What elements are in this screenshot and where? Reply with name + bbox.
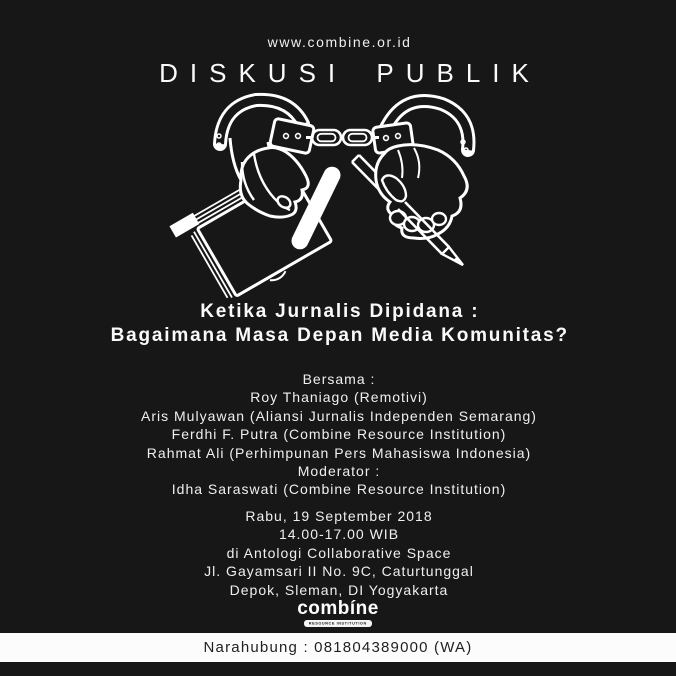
right-hand	[376, 145, 468, 239]
moderator-name: Idha Saraswati (Combine Resource Institution)	[171, 481, 507, 498]
event-title-line2: Bagaimana Masa Depan Media Komunitas?	[110, 325, 569, 346]
speakers-section	[0, 370, 676, 499]
website-url: www.combine.or.id	[267, 34, 412, 50]
speakers-label: Bersama :	[302, 371, 376, 387]
chain-icon	[306, 130, 379, 145]
event-date: Rabu, 19 September 2018	[245, 508, 433, 524]
combine-logo	[0, 599, 676, 627]
combine-tagline-bar	[304, 620, 372, 627]
speaker-name: Roy Thaniago (Remotivi)	[250, 389, 428, 406]
contact-bar	[0, 633, 676, 662]
event-venue: di Antologi Collaborative Space	[226, 544, 452, 561]
combine-tagline: RESOURCE INSTITUTION	[308, 621, 368, 626]
event-time: 14.00-17.00 WIB	[278, 526, 400, 543]
event-title	[0, 300, 676, 348]
combine-wordmark: combíne	[297, 598, 379, 619]
event-address-line1: Jl. Gayamsari II No. 9C, Caturtunggal	[204, 563, 474, 580]
handcuffed-hands-illustration	[146, 92, 530, 300]
speaker-name: Rahmat Ali (Perhimpunan Pers Mahasiswa Indonesia)	[146, 444, 532, 461]
contact-label: Narahubung : 081804389000 (WA)	[203, 639, 473, 656]
speaker-name: Aris Mulyawan (Aliansi Jurnalis Independen Semarang)	[141, 407, 537, 424]
event-title-line1: Ketika Jurnalis Dipidana :	[200, 301, 480, 322]
schedule-section	[0, 507, 676, 599]
event-type-heading: DISKUSI PUBLIK	[159, 58, 541, 88]
event-address-line2: Depok, Sleman, DI Yogyakarta	[229, 581, 449, 598]
speaker-name: Ferdhi F. Putra (Combine Resource Institution)	[171, 426, 507, 443]
moderator-label: Moderator :	[297, 463, 381, 480]
